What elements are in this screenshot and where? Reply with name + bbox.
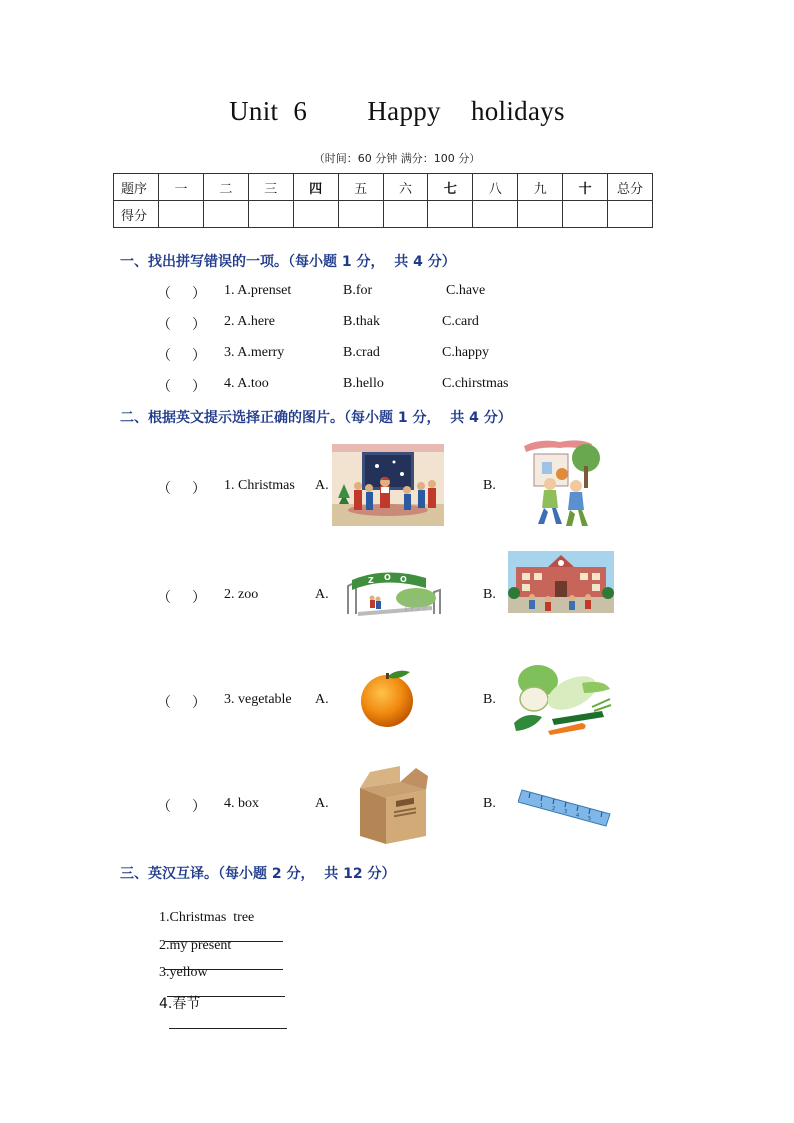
option-a: 2. A.here bbox=[224, 314, 275, 329]
answer-paren[interactable]: （ ） bbox=[157, 349, 206, 364]
option-b-label: B. bbox=[483, 796, 496, 811]
option-b: B.crad bbox=[343, 345, 380, 360]
zoo-gate-picture[interactable] bbox=[346, 568, 442, 616]
score-input-cell[interactable] bbox=[338, 201, 383, 228]
table-cell: 八 bbox=[473, 174, 518, 201]
score-table-header-row bbox=[114, 174, 653, 201]
score-table-score-row bbox=[114, 201, 653, 228]
cardboard-box-picture[interactable] bbox=[356, 764, 430, 846]
svg-text:3: 3 bbox=[564, 809, 568, 815]
translation-prompt: 2.my present bbox=[159, 938, 232, 953]
school-building-picture[interactable] bbox=[508, 551, 614, 613]
question-word: 4. box bbox=[224, 796, 259, 811]
score-input-cell[interactable] bbox=[383, 201, 428, 228]
christmas-party-picture[interactable] bbox=[332, 444, 444, 526]
vegetables-picture[interactable] bbox=[512, 659, 612, 737]
translation-item bbox=[152, 977, 287, 1029]
option-c: C.have bbox=[446, 283, 486, 298]
table-cell: 五 bbox=[338, 174, 383, 201]
score-input-cell[interactable] bbox=[473, 201, 518, 228]
option-a: 4. A.too bbox=[224, 376, 269, 391]
kids-playing-ball-picture[interactable] bbox=[520, 436, 602, 528]
answer-paren[interactable]: （ ） bbox=[157, 318, 206, 333]
table-cell: 三 bbox=[248, 174, 293, 201]
table-cell: 九 bbox=[518, 174, 563, 201]
option-b-label: B. bbox=[483, 478, 496, 493]
option-a-label: A. bbox=[315, 587, 329, 602]
score-table bbox=[113, 173, 653, 228]
svg-text:Z: Z bbox=[368, 576, 374, 585]
option-a: 3. A.merry bbox=[224, 345, 285, 360]
section3-heading: 三、英汉互译。（每小题 2 分， 共 12 分） bbox=[120, 866, 396, 882]
answer-paren[interactable]: （ ） bbox=[157, 591, 206, 606]
table-cell: 得分 bbox=[114, 201, 159, 228]
section2-heading: 二、根据英文提示选择正确的图片。（每小题 1 分， 共 4 分） bbox=[120, 410, 512, 426]
option-a-label: A. bbox=[315, 692, 329, 707]
question-word: 1. Christmas bbox=[224, 478, 295, 493]
option-c: C.card bbox=[442, 314, 479, 329]
score-input-cell[interactable] bbox=[159, 201, 204, 228]
answer-paren[interactable]: （ ） bbox=[157, 696, 206, 711]
option-a-label: A. bbox=[315, 796, 329, 811]
page-title: Unit 6 Happy holidays bbox=[229, 96, 565, 126]
svg-text:1: 1 bbox=[540, 803, 544, 809]
score-input-cell[interactable] bbox=[248, 201, 293, 228]
svg-text:4: 4 bbox=[576, 813, 580, 819]
translation-prompt: 3.yellow bbox=[159, 965, 208, 980]
translation-prompt: 4.春节 bbox=[159, 996, 201, 1012]
orange-picture[interactable] bbox=[358, 668, 416, 728]
table-cell: 总分 bbox=[608, 174, 653, 201]
table-cell: 一 bbox=[159, 174, 204, 201]
section1-heading: 一、找出拼写错误的一项。（每小题 1 分， 共 4 分） bbox=[120, 254, 456, 270]
option-b: B.for bbox=[343, 283, 373, 298]
table-cell: 二 bbox=[203, 174, 248, 201]
option-b-label: B. bbox=[483, 692, 496, 707]
score-input-cell[interactable] bbox=[563, 201, 608, 228]
question-word: 3. vegetable bbox=[224, 692, 292, 707]
option-c: C.chirstmas bbox=[442, 376, 509, 391]
answer-paren[interactable]: （ ） bbox=[157, 800, 206, 815]
ruler-picture[interactable] bbox=[518, 786, 612, 830]
exam-info: （时间：60 分钟 满分：100 分） bbox=[313, 152, 481, 165]
score-input-cell[interactable] bbox=[518, 201, 563, 228]
score-input-cell[interactable] bbox=[608, 201, 653, 228]
option-b: B.hello bbox=[343, 376, 384, 391]
score-input-cell[interactable] bbox=[293, 201, 338, 228]
table-cell: 题序 bbox=[114, 174, 159, 201]
svg-text:O: O bbox=[400, 575, 407, 584]
option-b: B.thak bbox=[343, 314, 380, 329]
table-cell: 四 bbox=[293, 174, 338, 201]
question-word: 2. zoo bbox=[224, 587, 259, 602]
option-a: 1. A.prenset bbox=[224, 283, 292, 298]
option-b-label: B. bbox=[483, 587, 496, 602]
option-a-label: A. bbox=[315, 478, 329, 493]
svg-text:2: 2 bbox=[552, 806, 556, 812]
score-input-cell[interactable] bbox=[428, 201, 473, 228]
answer-blank[interactable] bbox=[169, 1014, 287, 1029]
table-cell: 六 bbox=[383, 174, 428, 201]
translation-prompt: 1.Christmas tree bbox=[159, 910, 255, 925]
answer-paren[interactable]: （ ） bbox=[157, 287, 206, 302]
answer-paren[interactable]: （ ） bbox=[157, 380, 206, 395]
option-c: C.happy bbox=[442, 345, 490, 360]
score-input-cell[interactable] bbox=[203, 201, 248, 228]
svg-text:O: O bbox=[384, 573, 391, 582]
table-cell: 十 bbox=[563, 174, 608, 201]
answer-paren[interactable]: （ ） bbox=[157, 482, 206, 497]
table-cell: 七 bbox=[428, 174, 473, 201]
svg-text:5: 5 bbox=[588, 816, 592, 822]
